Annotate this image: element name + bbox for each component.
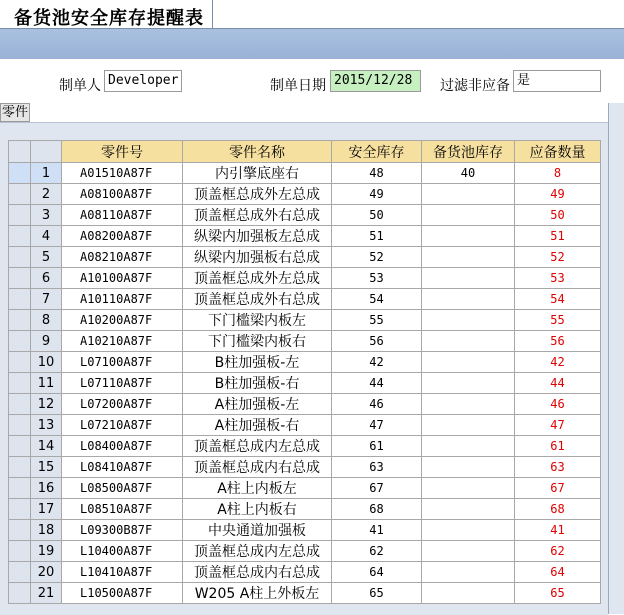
cell-pool-stock[interactable]: [422, 268, 515, 289]
cell-part-name[interactable]: 中央通道加强板: [183, 520, 332, 541]
toolbar-band: [0, 29, 624, 59]
cell-required-qty[interactable]: 55: [515, 310, 601, 331]
table-row[interactable]: [9, 247, 601, 268]
date-field[interactable]: 2015/12/28: [330, 70, 421, 92]
cell-safety-stock[interactable]: 42: [332, 352, 422, 373]
cell-part-name[interactable]: 顶盖框总成外左总成: [183, 268, 332, 289]
cell-required-qty[interactable]: 41: [515, 520, 601, 541]
cell-pool-stock[interactable]: 40: [422, 163, 515, 184]
cell-part-name[interactable]: 顶盖框总成外右总成: [183, 205, 332, 226]
cell-part-name[interactable]: 顶盖框总成内左总成: [183, 436, 332, 457]
row-number: 13: [31, 415, 62, 436]
cell-part-no[interactable]: A10200A87F: [62, 310, 183, 331]
cell-safety-stock[interactable]: 49: [332, 184, 422, 205]
table-row[interactable]: [9, 184, 601, 205]
cell-safety-stock[interactable]: 56: [332, 331, 422, 352]
row-number: 19: [31, 541, 62, 562]
row-number: 17: [31, 499, 62, 520]
cell-part-name[interactable]: W205 A柱上外板左: [183, 583, 332, 604]
cell-part-no[interactable]: L08410A87F: [62, 457, 183, 478]
cell-safety-stock[interactable]: 55: [332, 310, 422, 331]
cell-part-no[interactable]: L08400A87F: [62, 436, 183, 457]
row-number: 4: [31, 226, 62, 247]
cell-pool-stock[interactable]: [422, 331, 515, 352]
cell-part-name[interactable]: B柱加强板-右: [183, 373, 332, 394]
row-number: 18: [31, 520, 62, 541]
cell-required-qty[interactable]: 50: [515, 205, 601, 226]
cell-pool-stock[interactable]: [422, 247, 515, 268]
cell-safety-stock[interactable]: 62: [332, 541, 422, 562]
row-selector[interactable]: [9, 310, 31, 331]
row-selector[interactable]: [9, 499, 31, 520]
row-number: 10: [31, 352, 62, 373]
cell-part-name[interactable]: 顶盖框总成内左总成: [183, 541, 332, 562]
cell-required-qty[interactable]: 47: [515, 415, 601, 436]
cell-part-no[interactable]: L09300B87F: [62, 520, 183, 541]
date-label: 制单日期: [270, 78, 326, 94]
row-selector[interactable]: [9, 205, 31, 226]
grid-right-panel: [608, 103, 624, 614]
row-number: 15: [31, 457, 62, 478]
row-number: 9: [31, 331, 62, 352]
cell-required-qty[interactable]: 64: [515, 562, 601, 583]
row-selector[interactable]: [9, 373, 31, 394]
cell-part-no[interactable]: L07210A87F: [62, 415, 183, 436]
cell-part-name[interactable]: B柱加强板-左: [183, 352, 332, 373]
cell-part-name[interactable]: A柱加强板-右: [183, 415, 332, 436]
cell-pool-stock[interactable]: [422, 541, 515, 562]
cell-pool-stock[interactable]: [422, 583, 515, 604]
cell-required-qty[interactable]: 8: [515, 163, 601, 184]
cell-pool-stock[interactable]: [422, 226, 515, 247]
cell-part-name[interactable]: 顶盖框总成外左总成: [183, 184, 332, 205]
cell-safety-stock[interactable]: 53: [332, 268, 422, 289]
title-divider: [212, 0, 213, 28]
row-selector[interactable]: [9, 415, 31, 436]
table-row[interactable]: [9, 163, 601, 184]
cell-required-qty[interactable]: 56: [515, 331, 601, 352]
row-number-header[interactable]: [31, 141, 62, 163]
cell-part-no[interactable]: L08500A87F: [62, 478, 183, 499]
table-row[interactable]: [9, 583, 601, 604]
row-selector[interactable]: [9, 184, 31, 205]
row-selector[interactable]: [9, 583, 31, 604]
column-header-part-name[interactable]: 零件名称: [183, 141, 332, 163]
cell-pool-stock[interactable]: [422, 205, 515, 226]
cell-safety-stock[interactable]: 67: [332, 478, 422, 499]
row-selector[interactable]: [9, 331, 31, 352]
cell-part-name[interactable]: 内引擎底座右: [183, 163, 332, 184]
cell-safety-stock[interactable]: 52: [332, 247, 422, 268]
row-number: 20: [31, 562, 62, 583]
table-row[interactable]: [9, 226, 601, 247]
table-row[interactable]: [9, 541, 601, 562]
cell-part-no[interactable]: L07100A87F: [62, 352, 183, 373]
cell-pool-stock[interactable]: [422, 520, 515, 541]
cell-required-qty[interactable]: 44: [515, 373, 601, 394]
cell-pool-stock[interactable]: [422, 415, 515, 436]
cell-pool-stock[interactable]: [422, 310, 515, 331]
cell-pool-stock[interactable]: [422, 499, 515, 520]
cell-required-qty[interactable]: 61: [515, 436, 601, 457]
table-row[interactable]: [9, 499, 601, 520]
row-selector[interactable]: [9, 247, 31, 268]
cell-part-no[interactable]: A08110A87F: [62, 205, 183, 226]
row-selector[interactable]: [9, 163, 31, 184]
cell-part-name[interactable]: A柱上内板左: [183, 478, 332, 499]
cell-part-no[interactable]: A08100A87F: [62, 184, 183, 205]
cell-safety-stock[interactable]: 51: [332, 226, 422, 247]
row-number: 8: [31, 310, 62, 331]
filter-label: 过滤非应备: [440, 78, 510, 94]
cell-pool-stock[interactable]: [422, 457, 515, 478]
cell-required-qty[interactable]: 68: [515, 499, 601, 520]
cell-required-qty[interactable]: 42: [515, 352, 601, 373]
cell-safety-stock[interactable]: 68: [332, 499, 422, 520]
cell-safety-stock[interactable]: 63: [332, 457, 422, 478]
row-number: 14: [31, 436, 62, 457]
row-number: 16: [31, 478, 62, 499]
row-selector[interactable]: [9, 289, 31, 310]
table-row[interactable]: [9, 205, 601, 226]
cell-safety-stock[interactable]: 44: [332, 373, 422, 394]
cell-part-no[interactable]: L07200A87F: [62, 394, 183, 415]
cell-part-name[interactable]: A柱上内板右: [183, 499, 332, 520]
cell-pool-stock[interactable]: [422, 184, 515, 205]
cell-pool-stock[interactable]: [422, 373, 515, 394]
cell-safety-stock[interactable]: 65: [332, 583, 422, 604]
cell-safety-stock[interactable]: 50: [332, 205, 422, 226]
table-row[interactable]: [9, 352, 601, 373]
cell-pool-stock[interactable]: [422, 562, 515, 583]
cell-part-name[interactable]: 下门槛梁内板左: [183, 310, 332, 331]
cell-required-qty[interactable]: 62: [515, 541, 601, 562]
cell-part-name[interactable]: 顶盖框总成外右总成: [183, 289, 332, 310]
cell-part-name[interactable]: 下门槛梁内板右: [183, 331, 332, 352]
cell-pool-stock[interactable]: [422, 289, 515, 310]
row-number: 11: [31, 373, 62, 394]
creator-field[interactable]: Developer: [104, 70, 182, 92]
row-number: 6: [31, 268, 62, 289]
cell-required-qty[interactable]: 63: [515, 457, 601, 478]
table-row[interactable]: [9, 457, 601, 478]
table-row[interactable]: [9, 268, 601, 289]
cell-part-no[interactable]: A01510A87F: [62, 163, 183, 184]
cell-safety-stock[interactable]: 54: [332, 289, 422, 310]
grid-title: 零件: [2, 105, 29, 120]
cell-pool-stock[interactable]: [422, 394, 515, 415]
cell-pool-stock[interactable]: [422, 352, 515, 373]
filter-field[interactable]: 是: [513, 70, 601, 92]
cell-required-qty[interactable]: 46: [515, 394, 601, 415]
cell-required-qty[interactable]: 65: [515, 583, 601, 604]
cell-part-no[interactable]: A10110A87F: [62, 289, 183, 310]
cell-part-name[interactable]: A柱加强板-左: [183, 394, 332, 415]
cell-part-no[interactable]: L10400A87F: [62, 541, 183, 562]
table-row[interactable]: [9, 310, 601, 331]
table-row[interactable]: [9, 289, 601, 310]
table-row[interactable]: [9, 562, 601, 583]
column-header-pool-stock[interactable]: 备货池库存: [422, 141, 515, 163]
cell-pool-stock[interactable]: [422, 436, 515, 457]
table-row[interactable]: [9, 331, 601, 352]
cell-part-no[interactable]: L10410A87F: [62, 562, 183, 583]
row-selector[interactable]: [9, 268, 31, 289]
cell-part-name[interactable]: 纵梁内加强板左总成: [183, 226, 332, 247]
row-number: 21: [31, 583, 62, 604]
parts-grid: [8, 140, 601, 604]
row-selector[interactable]: [9, 541, 31, 562]
cell-required-qty[interactable]: 49: [515, 184, 601, 205]
cell-part-no[interactable]: L07110A87F: [62, 373, 183, 394]
cell-pool-stock[interactable]: [422, 478, 515, 499]
cell-required-qty[interactable]: 51: [515, 226, 601, 247]
row-selector[interactable]: [9, 520, 31, 541]
table-row[interactable]: [9, 436, 601, 457]
cell-safety-stock[interactable]: 41: [332, 520, 422, 541]
cell-safety-stock[interactable]: 47: [332, 415, 422, 436]
cell-required-qty[interactable]: 53: [515, 268, 601, 289]
row-selector[interactable]: [9, 436, 31, 457]
cell-required-qty[interactable]: 67: [515, 478, 601, 499]
row-selector[interactable]: [9, 394, 31, 415]
cell-safety-stock[interactable]: 48: [332, 163, 422, 184]
row-number: 5: [31, 247, 62, 268]
window-title: 备货池安全库存提醒表: [14, 8, 204, 29]
row-selector[interactable]: [9, 562, 31, 583]
cell-part-no[interactable]: L10500A87F: [62, 583, 183, 604]
grid-header-row: [9, 141, 601, 163]
cell-safety-stock[interactable]: 46: [332, 394, 422, 415]
row-number: 1: [31, 163, 62, 184]
row-number: 3: [31, 205, 62, 226]
cell-part-no[interactable]: A10100A87F: [62, 268, 183, 289]
table-row[interactable]: [9, 520, 601, 541]
cell-part-name[interactable]: 纵梁内加强板右总成: [183, 247, 332, 268]
cell-part-no[interactable]: A10210A87F: [62, 331, 183, 352]
row-number: 12: [31, 394, 62, 415]
cell-part-no[interactable]: L08510A87F: [62, 499, 183, 520]
table-row[interactable]: [9, 415, 601, 436]
row-selector[interactable]: [9, 352, 31, 373]
grid-corner[interactable]: [9, 141, 31, 163]
cell-safety-stock[interactable]: 61: [332, 436, 422, 457]
row-number: 7: [31, 289, 62, 310]
cell-safety-stock[interactable]: 64: [332, 562, 422, 583]
row-number: 2: [31, 184, 62, 205]
cell-part-name[interactable]: 顶盖框总成内右总成: [183, 562, 332, 583]
cell-part-no[interactable]: A08210A87F: [62, 247, 183, 268]
cell-part-no[interactable]: A08200A87F: [62, 226, 183, 247]
row-selector[interactable]: [9, 457, 31, 478]
table-row[interactable]: [9, 394, 601, 415]
table-row[interactable]: [9, 478, 601, 499]
creator-label: 制单人: [59, 78, 101, 94]
cell-part-name[interactable]: 顶盖框总成内右总成: [183, 457, 332, 478]
cell-required-qty[interactable]: 52: [515, 247, 601, 268]
column-header-part-no[interactable]: 零件号: [62, 141, 183, 163]
table-row[interactable]: [9, 373, 601, 394]
title-bar: [0, 0, 624, 29]
cell-required-qty[interactable]: 54: [515, 289, 601, 310]
column-header-required-qty[interactable]: 应备数量: [515, 141, 601, 163]
column-header-safety-stock[interactable]: 安全库存: [332, 141, 422, 163]
row-selector[interactable]: [9, 478, 31, 499]
row-selector[interactable]: [9, 226, 31, 247]
